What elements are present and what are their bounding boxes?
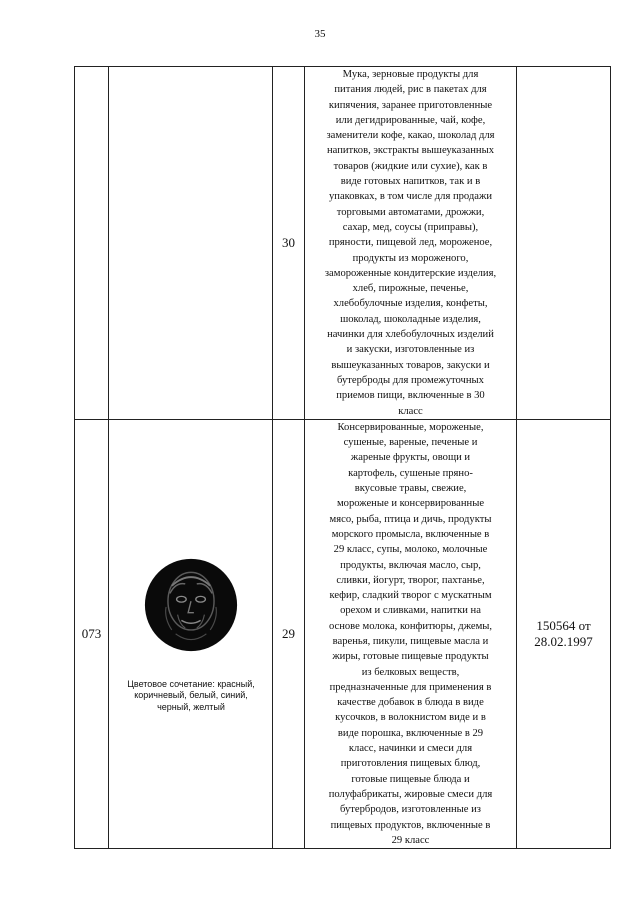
color-combination-note: Цветовое сочетание: красный, коричневый, белый, синий, черный, желтый <box>127 678 255 712</box>
registration-cell: 150564 от 28.02.1997 <box>517 419 611 848</box>
registration-cell <box>517 67 611 420</box>
class-number-cell: 29 <box>273 419 305 848</box>
trademark-registry-table <box>74 66 611 849</box>
row-number-cell <box>75 67 109 420</box>
goods-list-cell: Консервированные, мороженые, сушеные, вареные, печеные и жареные фрукты, овощи и картофель, сушеные пряно- вкусовые травы, свежие, мороженые и консервированные мясо, рыба, птица и дичь, продукты морского промысла, включенные в 29 класс, супы, молоко, молочные продукты, включая масло, сыр, сливки, йогурт, творог, пахтанье, кефир, сладкий творог с мускатным орехом и сливками, напитки на основe молока, конфитюры, джемы, варенья, пикули, пищевые масла и жиры, готовые пищевые продукты из белковых веществ, предназначенные для применения в качестве добавок в блюда в виде кусочков, в волокнистом виде и в виде порошка, включенные в 29 класс, начинки и смеси для приготовления пищевых блюд, готовые пищевые блюда и полуфабрикаты, жировые смеси для бутербродов, изготовленные из пищевых продуктов, включенные в 29 класс <box>305 419 517 848</box>
trademark-image-cell <box>109 419 273 848</box>
table-row <box>75 67 611 420</box>
goods-list-cell: Мука, зерновые продукты для питания людей, рис в пакетах для кипячения, заранее приготовленные или дегидрированные, чай, кофе, заменители кофе, какао, шоколад для напитков, экстракты вышеуказанных товаров (жидкие или сухие), как в виде готовых напитков, так и в упаковках, в том числе для продажи торговыми автоматами, дрожжи, сахар, мед, соусы (приправы), пряности, пищевой лед, мороженое, продукты из мороженого, замороженные кондитерские изделия, хлеб, пирожные, печенье, хлебобулочные изделия, конфеты, шоколад, шоколадные изделия, начинки для хлебобулочных изделий и закуски, изготовленные из вышеуказанных товаров, закуски и бутерброды для промежуточных приемов пищи, включенные в 30 класс <box>305 67 517 420</box>
class-number-cell: 30 <box>273 67 305 420</box>
portrait-emblem-icon <box>143 557 239 653</box>
row-number-cell: 073 <box>75 419 109 848</box>
trademark-image-cell <box>109 67 273 420</box>
table-row <box>75 419 611 848</box>
page-number: 35 <box>314 28 326 40</box>
